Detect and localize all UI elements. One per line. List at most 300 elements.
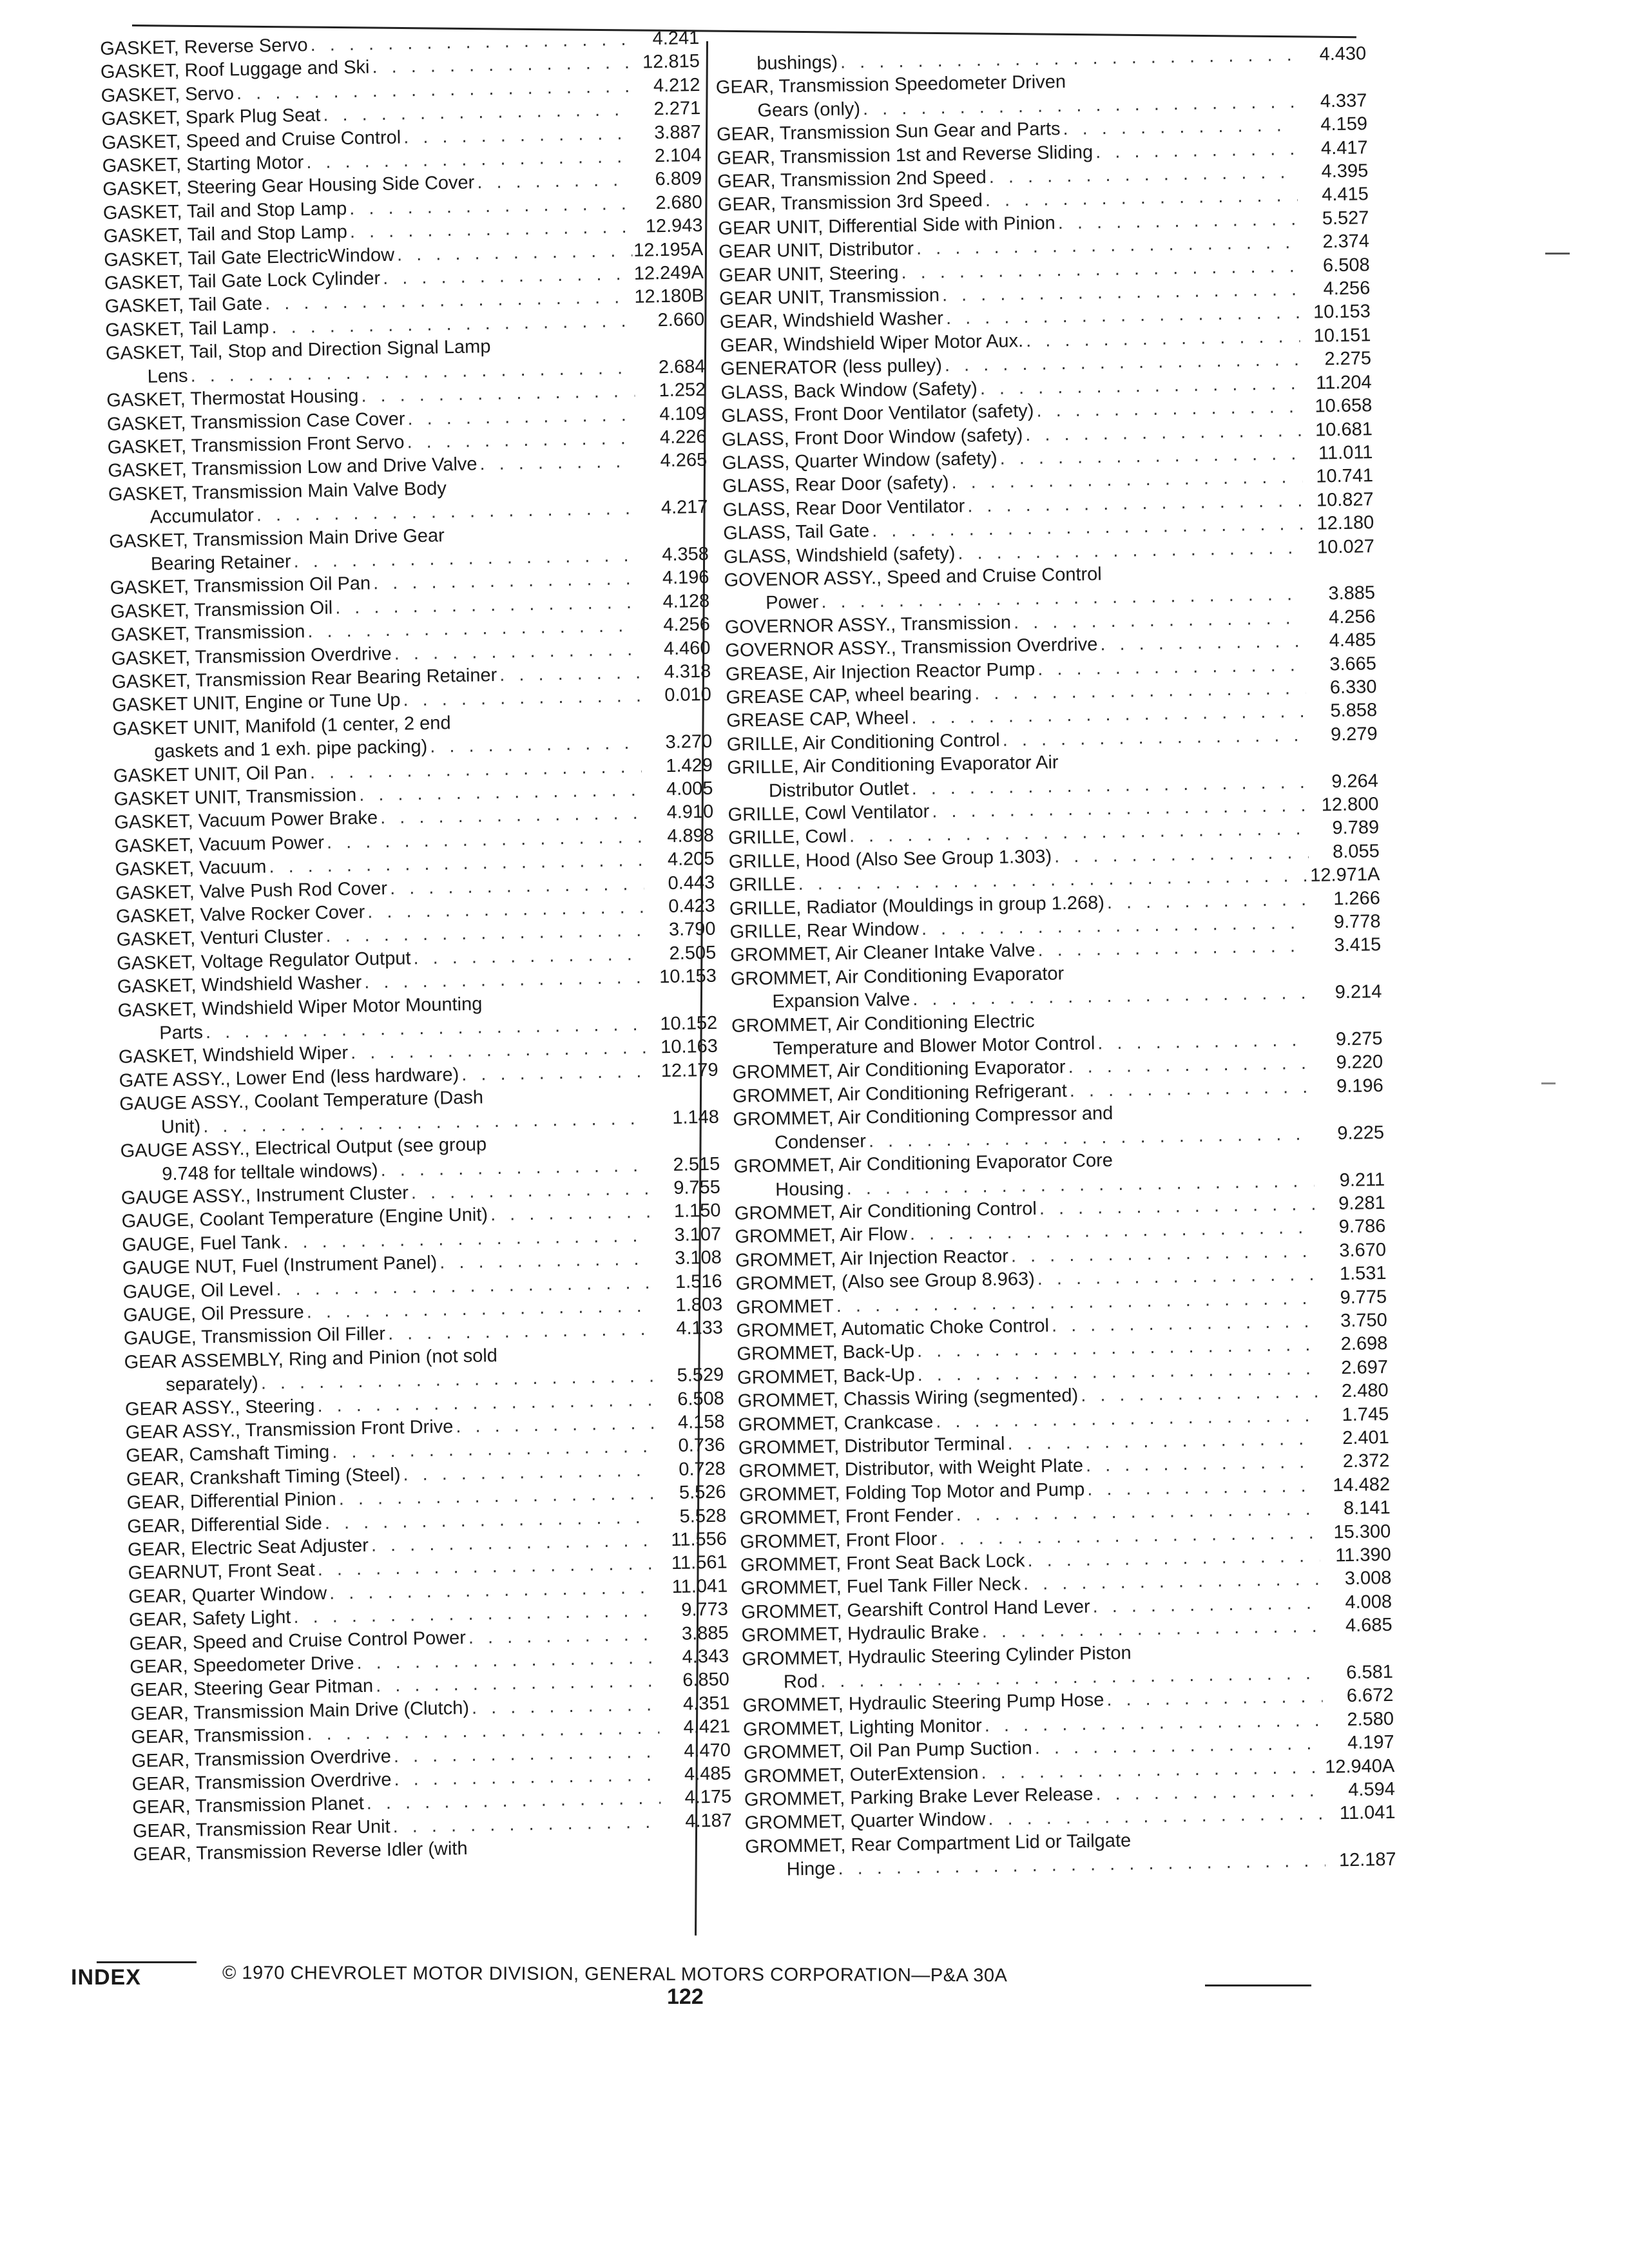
entry-label: GEARNUT, Front Seat bbox=[128, 1559, 316, 1584]
entry-label: GROMMET, Air Conditioning Evaporator bbox=[731, 1057, 1066, 1084]
entry-label: GASKET, Tail Gate bbox=[104, 293, 263, 318]
entry-label: GASKET, Transmission Case Cover bbox=[106, 408, 405, 435]
entry-reference: 4.158 bbox=[677, 1411, 725, 1433]
entry-label: GROMMET, Distributor Terminal bbox=[738, 1433, 1005, 1459]
entry-label-continuation: separately) bbox=[166, 1373, 259, 1396]
entry-reference: 11.204 bbox=[1315, 371, 1372, 394]
entry-label: GASKET UNIT, Transmission bbox=[113, 784, 357, 810]
entry-reference: 12.815 bbox=[642, 51, 700, 73]
entry-reference: 3.107 bbox=[674, 1224, 722, 1245]
entry-label: GEAR, Transmission 1st and Reverse Sliding bbox=[717, 141, 1094, 169]
entry-label: GASKET, Transmission Rear Bearing Retainer bbox=[111, 664, 497, 693]
entry-reference: 2.271 bbox=[653, 98, 701, 120]
entry-label: GROMMET, Air Conditioning Evaporator bbox=[730, 963, 1065, 990]
entry-label: GRILLE, Rear Window bbox=[729, 918, 920, 943]
entry-label: GEAR, Quarter Window bbox=[128, 1582, 327, 1608]
entry-label: GASKET, Venturi Cluster bbox=[116, 926, 323, 951]
entry-label: GEAR, Steering Gear Pitman bbox=[130, 1676, 374, 1702]
entry-label: GLASS, Rear Door Ventilator bbox=[722, 495, 965, 521]
entry-reference: 4.910 bbox=[666, 802, 714, 823]
entry-label: GREASE CAP, Wheel bbox=[726, 707, 909, 732]
entry-reference: 4.256 bbox=[1328, 606, 1376, 628]
entry-reference: 10.681 bbox=[1315, 418, 1373, 441]
entry-label: GASKET, Reverse Servo bbox=[100, 35, 308, 59]
entry-reference: 11.561 bbox=[671, 1552, 728, 1574]
entry-reference: 6.581 bbox=[1345, 1661, 1394, 1684]
entry-label: GROMMET, Fuel Tank Filler Neck bbox=[740, 1573, 1021, 1600]
entry-label: GROMMET, Air Injection Reactor bbox=[735, 1245, 1009, 1271]
entry-label: GREASE, Air Injection Reactor Pump bbox=[725, 658, 1036, 685]
entry-reference: 5.529 bbox=[677, 1364, 724, 1387]
entry-label-continuation: Parts bbox=[159, 1022, 204, 1044]
entry-reference: 3.790 bbox=[668, 919, 716, 941]
entry-reference: 11.041 bbox=[671, 1575, 728, 1597]
entry-reference: 3.108 bbox=[675, 1247, 722, 1269]
entry-reference: 9.264 bbox=[1331, 770, 1379, 792]
entry-label: GROMMET, Oil Pan Pump Suction bbox=[743, 1738, 1032, 1763]
entry-label-continuation: Expansion Valve bbox=[772, 989, 911, 1012]
entry-label: GRILLE bbox=[729, 874, 796, 896]
entry-reference: 12.180 bbox=[1316, 512, 1374, 534]
leader-dots bbox=[437, 1247, 651, 1274]
entry-label: GROMMET, Chassis Wiring (segmented) bbox=[737, 1385, 1079, 1412]
leader-dots bbox=[1055, 207, 1298, 235]
entry-reference: 12.943 bbox=[645, 215, 703, 237]
entry-label: GEAR UNIT, Differential Side with Pinion bbox=[718, 213, 1056, 239]
entry-reference: 11.390 bbox=[1335, 1544, 1392, 1566]
entry-reference: 9.196 bbox=[1336, 1075, 1383, 1097]
entry-reference: 9.755 bbox=[673, 1177, 721, 1198]
entry-label: GLASS, Tail Gate bbox=[723, 521, 870, 544]
entry-label: GASKET, Vacuum bbox=[115, 856, 267, 880]
entry-label: GLASS, Windshield (safety) bbox=[723, 543, 956, 568]
entry-reference: 12.195A bbox=[633, 238, 704, 261]
entry-reference: 2.505 bbox=[669, 942, 717, 964]
entry-label-continuation: Bearing Retainer bbox=[150, 551, 291, 575]
entry-reference: 3.008 bbox=[1344, 1568, 1392, 1590]
entry-label: GASKET, Spark Plug Seat bbox=[101, 104, 321, 130]
entry-label: GEAR, Speed and Cruise Control Power bbox=[129, 1627, 467, 1655]
leader-dots bbox=[1065, 1052, 1312, 1079]
entry-reference: 4.430 bbox=[1319, 43, 1367, 65]
leader-dots bbox=[474, 168, 631, 195]
entry-label: GAUGE, Oil Level bbox=[122, 1278, 274, 1303]
leader-dots bbox=[400, 684, 641, 712]
entry-reference: 5.528 bbox=[679, 1505, 727, 1527]
entry-label: GEAR, Safety Light bbox=[128, 1607, 291, 1631]
entry-reference: 2.684 bbox=[658, 356, 706, 378]
entry-label: GEAR, Transmission Overdrive bbox=[131, 1769, 392, 1795]
entry-reference: 4.470 bbox=[684, 1740, 731, 1762]
entry-label: GLASS, Rear Door (safety) bbox=[722, 472, 949, 497]
entry-reference: 3.885 bbox=[1328, 582, 1376, 604]
entry-reference: 4.212 bbox=[653, 74, 700, 97]
entry-label: GROMMET, Crankcase bbox=[738, 1411, 934, 1436]
entry-reference: 5.526 bbox=[679, 1481, 726, 1504]
entry-label-continuation: Unit) bbox=[160, 1116, 201, 1138]
entry-label-continuation: Hinge bbox=[786, 1858, 836, 1880]
margin-mark bbox=[1545, 253, 1570, 255]
entry-label: GASKET, Starting Motor bbox=[102, 152, 304, 177]
entry-label-continuation: 9.748 for telltale windows) bbox=[162, 1159, 378, 1185]
entry-reference: 4.351 bbox=[682, 1693, 730, 1715]
entry-label: GASKET, Transmission Main Drive Gear bbox=[109, 524, 445, 552]
entry-reference: 8.055 bbox=[1332, 840, 1380, 863]
entry-label: GROMMET, Back-Up bbox=[737, 1364, 915, 1389]
entry-reference: 1.531 bbox=[1339, 1263, 1387, 1285]
entry-label: GEAR UNIT, Distributor bbox=[718, 238, 914, 263]
entry-label: GEAR, Crankshaft Timing (Steel) bbox=[126, 1464, 401, 1490]
entry-label: GROMMET, Gearshift Control Hand Lever bbox=[740, 1596, 1090, 1623]
right-index-column bbox=[715, 42, 1396, 1882]
entry-label-continuation: Gears (only) bbox=[757, 99, 861, 121]
margin-mark bbox=[1541, 1082, 1556, 1084]
leader-dots bbox=[385, 1318, 653, 1346]
page-number: 122 bbox=[667, 1984, 704, 2009]
leader-dots bbox=[468, 1857, 662, 1861]
entry-label: GROMMET, Hydraulic Steering Pump Hose bbox=[742, 1689, 1104, 1717]
entry-label: GASKET, Valve Push Rod Cover bbox=[115, 878, 388, 904]
entry-reference: 4.395 bbox=[1321, 160, 1369, 182]
leader-dots bbox=[488, 1200, 650, 1227]
entry-label: GEAR ASSY., Transmission Front Drive bbox=[125, 1416, 454, 1443]
entry-label: GROMMET bbox=[736, 1295, 834, 1318]
entry-label: GATE ASSY., Lower End (less hardware) bbox=[119, 1064, 459, 1091]
entry-label: GROMMET, Air Conditioning Refrigerant bbox=[732, 1081, 1068, 1107]
entry-label: GRILLE, Air Conditioning Evaporator Air bbox=[727, 752, 1059, 779]
entry-label: GEAR, Transmission Speedometer Driven bbox=[715, 72, 1066, 99]
entry-reference: 5.527 bbox=[1322, 207, 1369, 229]
entry-reference: 4.133 bbox=[676, 1317, 724, 1340]
entry-label: GLASS, Quarter Window (safety) bbox=[722, 448, 998, 474]
index-entry bbox=[745, 1825, 1396, 1883]
entry-reference: 0.443 bbox=[668, 872, 715, 894]
entry-reference: 9.211 bbox=[1339, 1169, 1385, 1191]
entry-reference: 0.736 bbox=[678, 1434, 726, 1457]
entry-label: GROMMET, Hydraulic Steering Cylinder Piston bbox=[742, 1642, 1132, 1670]
entry-reference: 2.480 bbox=[1341, 1380, 1389, 1402]
entry-label: GEAR ASSEMBLY, Ring and Pinion (not sold bbox=[124, 1345, 498, 1373]
entry-label: GENERATOR (less pulley) bbox=[720, 355, 943, 380]
entry-reference: 4.197 bbox=[1347, 1732, 1394, 1754]
leader-dots bbox=[1104, 1685, 1323, 1712]
entry-reference: 4.358 bbox=[661, 543, 709, 566]
entry-reference: 11.041 bbox=[1339, 1802, 1396, 1824]
entry-label-continuation: Lens bbox=[147, 365, 188, 387]
footer-end-rule bbox=[1205, 1984, 1311, 1986]
entry-label-continuation: Housing bbox=[775, 1178, 844, 1200]
entry-reference: 15.300 bbox=[1333, 1521, 1391, 1542]
entry-reference: 4.256 bbox=[1323, 278, 1371, 300]
entry-reference: 4.337 bbox=[1320, 90, 1367, 112]
entry-label: GAUGE, Oil Pressure bbox=[123, 1302, 305, 1326]
entry-reference: 4.460 bbox=[663, 637, 711, 659]
entry-label: GEAR, Transmission 3rd Speed bbox=[717, 190, 983, 216]
entry-label: GASKET UNIT, Engine or Tune Up bbox=[111, 690, 401, 716]
entry-reference: 4.485 bbox=[684, 1763, 731, 1785]
entry-label: GASKET, Vacuum Power Brake bbox=[114, 807, 378, 834]
entry-label: GROMMET, Air Conditioning Compressor and bbox=[733, 1103, 1113, 1131]
entry-label: GEAR UNIT, Steering bbox=[718, 262, 899, 286]
entry-reference: 9.281 bbox=[1338, 1192, 1386, 1215]
entry-reference: 0.423 bbox=[668, 895, 716, 918]
entry-label: GROMMET, Front Fender bbox=[739, 1504, 954, 1529]
entry-label-continuation: Temperature and Blower Motor Control bbox=[773, 1033, 1095, 1059]
entry-reference: 1.745 bbox=[1342, 1403, 1389, 1425]
leader-dots bbox=[1078, 1380, 1318, 1408]
entry-label: GEAR, Transmission Reverse Idler (with bbox=[133, 1838, 468, 1865]
entry-reference: 4.109 bbox=[659, 403, 707, 425]
entry-label: GEAR, Electric Seat Adjuster bbox=[127, 1535, 369, 1561]
entry-label: bushings) bbox=[757, 52, 838, 74]
entry-label: GASKET, Tail and Stop Lamp bbox=[103, 222, 348, 247]
entry-reference: 8.141 bbox=[1343, 1497, 1391, 1519]
entry-label: GLASS, Front Door Window (safety) bbox=[721, 424, 1023, 450]
entry-label: GRILLE, Cowl Ventilator bbox=[728, 801, 930, 825]
entry-reference: 3.885 bbox=[681, 1622, 729, 1644]
entry-label: GEAR, Transmission Sun Gear and Parts bbox=[716, 119, 1061, 146]
entry-label: GEAR UNIT, Transmission bbox=[719, 285, 940, 310]
entry-label: GEAR, Transmission Rear Unit bbox=[132, 1816, 390, 1842]
entry-label: GEAR, Transmission Main Drive (Clutch) bbox=[130, 1697, 470, 1725]
entry-reference: 4.256 bbox=[662, 613, 711, 636]
entry-label: GOVERNOR ASSY., Transmission bbox=[724, 612, 1012, 638]
entry-label: GEAR, Speedometer Drive bbox=[130, 1653, 354, 1678]
entry-label: GROMMET, Air Conditioning Control bbox=[734, 1198, 1037, 1224]
entry-reference: 4.187 bbox=[685, 1810, 733, 1832]
leader-dots bbox=[497, 661, 641, 687]
leader-dots bbox=[477, 450, 636, 476]
entry-label: GEAR, Windshield Washer bbox=[719, 308, 944, 333]
entry-reference: 6.672 bbox=[1346, 1685, 1394, 1707]
entry-reference: 2.697 bbox=[1341, 1356, 1389, 1378]
entry-reference: 9.789 bbox=[1332, 817, 1380, 839]
entry-label: GEAR, Windshield Wiper Motor Aux. bbox=[720, 331, 1024, 356]
entry-label-continuation: Rod bbox=[783, 1671, 818, 1693]
entry-label: GROMMET, Air Conditioning Evaporator Core bbox=[733, 1150, 1113, 1177]
entry-label: GAUGE ASSY., Instrument Cluster bbox=[120, 1182, 409, 1209]
entry-reference: 0.010 bbox=[664, 684, 712, 706]
entry-reference: 4.417 bbox=[1320, 137, 1368, 159]
entry-label: GOVERNOR ASSY., Transmission Overdrive bbox=[725, 634, 1098, 662]
entry-reference: 10.741 bbox=[1316, 465, 1374, 487]
leader-dots bbox=[390, 1810, 661, 1838]
entry-reference: 1.429 bbox=[665, 754, 713, 776]
entry-label: GEAR, Transmission Overdrive bbox=[131, 1745, 392, 1772]
leader-dots bbox=[1035, 934, 1310, 962]
leader-dots bbox=[469, 1693, 659, 1720]
entry-reference: 9.275 bbox=[1335, 1028, 1383, 1050]
entry-reference: 4.421 bbox=[683, 1716, 731, 1738]
entry-label: GASKET, Transmission Front Servo bbox=[107, 432, 405, 458]
entry-label: GEAR, Differential Side bbox=[127, 1512, 323, 1537]
entry-reference: 4.008 bbox=[1345, 1591, 1393, 1613]
entry-label: GROMMET, Quarter Window bbox=[744, 1809, 986, 1834]
leader-dots bbox=[1093, 1779, 1324, 1806]
entry-reference: 4.175 bbox=[684, 1786, 732, 1809]
entry-label: GASKET, Tail Gate Lock Cylinder bbox=[104, 268, 381, 294]
entry-label-continuation: Distributor Outlet bbox=[768, 778, 909, 802]
entry-label: GAUGE NUT, Fuel (Instrument Panel) bbox=[122, 1252, 438, 1279]
entry-label: GAUGE ASSY., Coolant Temperature (Dash bbox=[119, 1087, 484, 1115]
entry-label: GROMMET, Front Seat Back Lock bbox=[740, 1550, 1025, 1576]
entry-reference: 10.163 bbox=[660, 1036, 718, 1058]
entry-reference: 4.005 bbox=[666, 778, 713, 800]
entry-label: GEAR, Camshaft Timing bbox=[126, 1442, 330, 1467]
entry-label: GRILLE, Air Conditioning Control bbox=[726, 729, 1000, 755]
leader-dots bbox=[466, 1622, 658, 1649]
entry-label: GRILLE, Hood (Also See Group 1.303) bbox=[728, 846, 1052, 872]
entry-reference: 10.027 bbox=[1316, 535, 1375, 558]
entry-reference: 4.196 bbox=[662, 567, 709, 589]
entry-reference: 3.415 bbox=[1334, 934, 1382, 956]
entry-label: GASKET, Valve Rocker Cover bbox=[115, 901, 365, 927]
entry-label: GRILLE, Radiator (Mouldings in group 1.268) bbox=[729, 892, 1105, 919]
entry-label: GROMMET, Lighting Monitor bbox=[742, 1715, 983, 1740]
entry-reference: 3.665 bbox=[1329, 653, 1377, 675]
entry-reference: 4.485 bbox=[1329, 629, 1376, 651]
entry-label: GOVENOR ASSY., Speed and Cruise Control bbox=[724, 564, 1102, 591]
entry-label: GASKET, Windshield Washer bbox=[117, 972, 362, 997]
entry-label: GAUGE, Transmission Oil Filler bbox=[123, 1323, 386, 1350]
entry-reference: 4.898 bbox=[666, 825, 715, 847]
entry-reference: 0.728 bbox=[679, 1458, 726, 1480]
entry-reference: 9.778 bbox=[1333, 911, 1381, 933]
entry-label: GASKET, Transmission bbox=[110, 621, 305, 646]
entry-label: GASKET, Tail, Stop and Direction Signal Lamp bbox=[105, 336, 491, 365]
entry-reference: 11.011 bbox=[1318, 442, 1373, 464]
entry-reference: 9.786 bbox=[1338, 1216, 1386, 1238]
entry-label: GROMMET, Air Conditioning Electric bbox=[731, 1010, 1035, 1037]
entry-reference: 12.940A bbox=[1324, 1755, 1395, 1778]
entry-label: GEAR, Transmission bbox=[131, 1724, 305, 1748]
entry-label: GROMMET, Folding Top Motor and Pump bbox=[738, 1479, 1085, 1506]
entry-label: GASKET, Windshield Wiper Motor Mounting bbox=[117, 994, 483, 1021]
entry-reference: 9.775 bbox=[1340, 1286, 1387, 1308]
entry-reference: 2.275 bbox=[1324, 348, 1372, 370]
entry-reference: 3.670 bbox=[1339, 1239, 1387, 1261]
leader-dots bbox=[1104, 888, 1310, 915]
entry-reference: 5.858 bbox=[1330, 700, 1378, 722]
entry-reference: 1.150 bbox=[673, 1200, 721, 1222]
entry-label: GAUGE, Coolant Temperature (Engine Unit) bbox=[121, 1204, 488, 1233]
entry-reference: 10.827 bbox=[1316, 488, 1374, 511]
entry-label: GASKET, Vacuum Power bbox=[114, 832, 325, 857]
entry-reference: 9.220 bbox=[1336, 1052, 1383, 1073]
entry-label: GASKET, Tail Lamp bbox=[105, 317, 269, 341]
entry-reference: 12.971A bbox=[1309, 864, 1380, 887]
entry-reference: 2.372 bbox=[1342, 1450, 1390, 1472]
entry-reference: 10.658 bbox=[1315, 395, 1373, 417]
entry-reference: 4.415 bbox=[1321, 184, 1369, 206]
entry-label-continuation: Accumulator bbox=[149, 505, 255, 528]
entry-reference: 1.266 bbox=[1333, 887, 1381, 909]
entry-reference: 4.343 bbox=[682, 1646, 729, 1667]
entry-label: GROMMET, Parking Brake Lever Release bbox=[744, 1783, 1094, 1811]
entry-reference: 12.180B bbox=[634, 285, 704, 308]
leader-dots bbox=[453, 1412, 654, 1439]
entry-label: GASKET, Transmission Low and Drive Valve bbox=[108, 454, 477, 482]
entry-reference: 11.556 bbox=[671, 1528, 728, 1551]
entry-label: GRILLE, Cowl bbox=[728, 826, 847, 849]
entry-reference bbox=[662, 1856, 733, 1857]
copyright-line: © 1970 CHEVROLET MOTOR DIVISION, GENERAL MOTORS CORPORATION—P&A 30A bbox=[222, 1963, 1008, 1986]
entry-label: GROMMET, Distributor, with Weight Plate bbox=[738, 1456, 1084, 1483]
entry-reference: 10.153 bbox=[659, 965, 717, 988]
entry-reference: 4.159 bbox=[1320, 113, 1368, 135]
entry-reference: 1.252 bbox=[659, 379, 706, 401]
leader-dots bbox=[459, 1060, 648, 1087]
entry-label: GASKET, Transmission Oil Pan bbox=[110, 573, 371, 599]
entry-reference: 4.685 bbox=[1345, 1615, 1393, 1637]
entry-reference: 12.179 bbox=[660, 1059, 718, 1082]
entry-reference: 9.773 bbox=[681, 1599, 729, 1621]
entry-label: GASKET, Steering Gear Housing Side Cover bbox=[102, 172, 475, 200]
entry-reference: 6.508 bbox=[1322, 254, 1370, 276]
leader-dots bbox=[1083, 1450, 1319, 1477]
entry-label: GASKET, Windshield Wiper bbox=[118, 1043, 349, 1068]
entry-label: GASKET, Voltage Regulator Output bbox=[117, 948, 411, 974]
entry-reference: 2.698 bbox=[1340, 1333, 1388, 1355]
entry-reference: 4.318 bbox=[664, 660, 711, 683]
entry-label: GASKET, Roof Luggage and Ski bbox=[100, 57, 370, 83]
entry-label: GEAR, Differential Pinion bbox=[126, 1488, 336, 1514]
entry-reference: 2.660 bbox=[657, 309, 705, 331]
entry-reference: 1.803 bbox=[675, 1294, 723, 1316]
index-rule bbox=[97, 1961, 197, 1963]
entry-reference: 3.887 bbox=[653, 121, 702, 143]
entry-reference: 3.750 bbox=[1340, 1309, 1388, 1332]
entry-label: GAUGE ASSY., Electrical Output (see group bbox=[120, 1134, 487, 1162]
entry-reference: 6.330 bbox=[1329, 677, 1377, 698]
left-index-column bbox=[100, 26, 733, 1867]
entry-label: GLASS, Back Window (Safety) bbox=[720, 378, 978, 403]
entry-reference: 12.800 bbox=[1321, 794, 1379, 816]
entry-reference: 2.515 bbox=[673, 1153, 720, 1175]
entry-label: GROMMET, (Also see Group 8.963) bbox=[735, 1269, 1036, 1294]
leader-dots bbox=[1097, 629, 1306, 657]
entry-label: GLASS, Front Door Ventilator (safety) bbox=[721, 400, 1034, 427]
entry-label: GROMMET, OuterExtension bbox=[744, 1762, 979, 1787]
entry-reference: 4.217 bbox=[660, 496, 708, 519]
entry-label: GASKET UNIT, Manifold (1 center, 2 end bbox=[112, 712, 451, 740]
entry-reference: 4.205 bbox=[667, 848, 715, 870]
entry-label-continuation: gaskets and 1 exh. pipe packing) bbox=[154, 736, 428, 762]
entry-label: GROMMET, Back-Up bbox=[737, 1341, 915, 1365]
entry-reference: 4.128 bbox=[662, 590, 710, 612]
entry-label-continuation: Condenser bbox=[774, 1131, 867, 1153]
entry-label: GASKET, Transmission Overdrive bbox=[111, 643, 392, 669]
leader-dots bbox=[1093, 137, 1297, 164]
entry-reference: 6.508 bbox=[677, 1388, 725, 1410]
entry-reference: 1.148 bbox=[672, 1106, 720, 1128]
entry-label: GROMMET, Air Flow bbox=[735, 1224, 908, 1248]
entry-label: GEAR, Transmission Planet bbox=[132, 1793, 365, 1819]
index-label: INDEX bbox=[71, 1965, 141, 1990]
entry-reference: 9.225 bbox=[1337, 1122, 1385, 1144]
entry-label: GASKET, Speed and Cruise Control bbox=[101, 127, 401, 153]
page-footer bbox=[0, 1952, 1629, 2030]
entry-reference: 6.850 bbox=[682, 1669, 730, 1691]
entry-reference: 1.516 bbox=[675, 1271, 722, 1293]
entry-reference: 14.482 bbox=[1333, 1474, 1391, 1496]
entry-label: GASKET, Servo bbox=[101, 83, 235, 106]
entry-label: GEAR ASSY., Steering bbox=[124, 1395, 315, 1420]
entry-reference: 12.187 bbox=[1338, 1849, 1396, 1871]
entry-label: GROMMET, Front Floor bbox=[740, 1528, 938, 1553]
entry-label: GASKET, Thermostat Housing bbox=[106, 385, 359, 411]
entry-label: GAUGE, Fuel Tank bbox=[122, 1231, 281, 1256]
